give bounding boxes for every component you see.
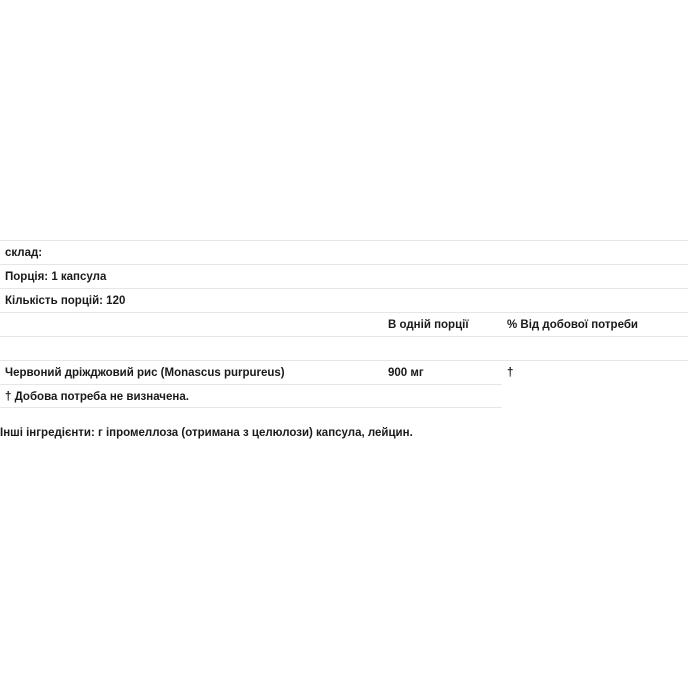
ingredient-name: Червоний дріжджовий рис (Monascus purpureus) [5,367,285,379]
daily-value-header: % Від добової потреби [507,319,638,331]
serving-size-row [0,264,688,288]
supplement-facts-panel [0,240,688,408]
servings-count: Кількість порцій: 120 [5,295,126,307]
other-ingredients-text: Інші інгредієнти: г іпромеллоза (отримана з целюлози) капсула, лейцин. [0,427,413,439]
footnote-text: † Добова потреба не визначена. [5,391,189,403]
footnote-row [0,384,502,408]
ingredient-amount: 900 мг [388,367,424,379]
per-serving-header: В одній порції [388,319,469,331]
serving-size: Порція: 1 капсула [5,271,107,283]
facts-title-row [0,240,688,264]
servings-count-row [0,288,688,312]
table-header-row [0,312,688,336]
ingredient-daily-value: † [507,367,514,379]
facts-title: склад: [5,247,43,259]
spacer-row [0,336,688,360]
table-row [0,360,688,384]
